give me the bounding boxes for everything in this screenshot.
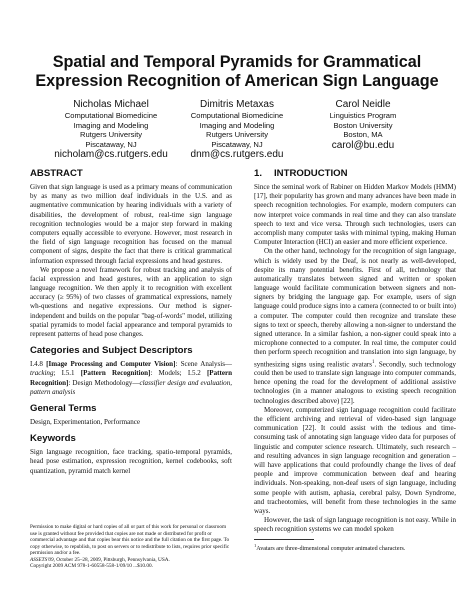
author-affiliation: Computational Biomedicine [190, 111, 284, 120]
author-name: Nicholas Michael [73, 99, 149, 110]
author-affiliation: Boston University [333, 120, 393, 130]
author-affiliation: Rutgers University [79, 130, 143, 140]
general-terms-heading: General Terms [30, 402, 97, 414]
intro-paragraph-2: On the other hand, technology for the recognition of sign language, which is widely used by the Deaf, is not nearly as well-developed, despite its many potential benefits. First of all, technology that automatically translates between signed and written or spoken language would facilitate communication between signers and non-signers by bridging the language gap. For example, users of sign language could produce signs into a camera (connected to or built into) a computer. The computer could then recognize and translate these signs to text or speech, thereby allowing a non-signer to understand the signed utterance. In a similar fashion, a non-signer could speak into a microphone connected to a computer. In real time, the computer could then perform speech recognition and translation into sign language, by synthesizing signs using realistic avatars$^1$. Secondly, such technology could then be used to translate sign language into computer commands, hence opening the road for the development of additional assistive technologies (in a manner analogous to existing speech recognition technologies described above) [22]. [254, 247, 456, 405]
keywords-text: Sign language recognition, face tracking, spatio-temporal pyramids, head pose estimation, expression recognition, kernel codebooks, soft quantization, pyramid match kernel [30, 448, 232, 475]
introduction-heading: 1. INTRODUCTION [254, 168, 348, 179]
permission-text: Permission to make digital or hard copies of all or part of this work for personal or classroom use is granted without fee provided that copies are not made or distributed for profit or commercial advantage and that copies bear this notice and the full citation on the first page. To copy otherwise, to republish, to post on servers or to redistribute to lists, requires prior specific permission and/or a fee. [30, 524, 230, 557]
author-location: Boston, MA [343, 130, 383, 140]
footnote-mark: 1 [371, 359, 375, 365]
author-email: nicholam@cs.rutgers.edu [54, 149, 168, 161]
keywords-heading: Keywords [30, 433, 76, 445]
copyright-line: Copyright 2009 ACM 978-1-60558-558-1/09/10 ...$10.00. [30, 563, 153, 570]
author-block-3 [288, 99, 438, 151]
paper-title [20, 53, 454, 90]
title-line-2: Expression Recognition of American Sign Language [35, 71, 439, 90]
footnote-rule [254, 539, 314, 540]
author-affiliation: Imaging and Modeling [73, 120, 149, 130]
footnote [254, 542, 456, 554]
author-name: Carol Neidle [335, 99, 391, 110]
general-terms-text: Design, Experimentation, Performance [30, 417, 140, 426]
abstract-heading: ABSTRACT [30, 168, 83, 179]
venue-line: ASSETS'09, October 25–28, 2009, Pittsburgh, Pennsylvania, USA. [30, 556, 170, 563]
right-column [254, 168, 456, 534]
abstract-paragraph-2: We propose a novel framework for robust tracking and analysis of facial expression and head gestures, with an application to sign language recognition. We then apply it to recognition with excellent accuracy (≥ 95%) of two classes of grammatical expressions, namely wh-questions and negative expressions. Our method is signer-independent and builds on the popular "bag-of-words" model, utilizing spatial pyramids to model facial appearance and temporal pyramids to represent patterns of head pose changes. [30, 265, 232, 338]
intro-paragraph-1: Since the seminal work of Rabiner on Hidden Markov Models (HMM) [17], their popularity has grown and many advances have been made in speech recognition technologies. For example, modern computers can now interpret voice commands in real time and they can also translate speech to text and vice versa. Through such technologies, users can accomplish many computer tasks with minimal typing, making Human Computer Interaction (HCI) an easier and more efficient experience. [254, 183, 456, 247]
permission-notice [30, 524, 232, 570]
title-line-1: Spatial and Temporal Pyramids for Grammatical [52, 53, 422, 71]
intro-paragraph-3: Moreover, computerized sign language recognition could facilitate the efficient archiving and retrieval of video-based sign language communication [22]. It could assist with the tedious and time-consuming task of annotating sign language video data for purposes of linguistic and computer science research. Ultimately, such research – and resulting advances in sign language recognition and generation – will have applications that could profoundly change the lives of deaf people and improve communication between deaf and hearing individuals. Non-speaking, non-deaf users of sign language, including some people with autism, aphasia, cerebral palsy, Down Syndrome, and tracheotomies, will benefit from these technologies in the same ways. [254, 405, 456, 515]
categories-heading: Categories and Subject Descriptors [30, 345, 193, 357]
footnote-text: Avatars are three-dimensional computer animated characters. [256, 546, 406, 553]
footnote-number: 1 [254, 543, 257, 548]
author-location: Piscataway, NJ [211, 139, 263, 149]
abstract-paragraph-1: Given that sign language is used as a primary means of communication by as many as two million deaf individuals in the U.S. and as augmentative communication by hearing individuals with a variety of disabilities, the development of robust, real-time sign language recognition technologies would be a major step forward in making computers equally accessible to everyone. However, most research in the field of sign language recognition has focused on the manual component of signs, despite the fact that there is critical grammatical information expressed through facial expressions and head gestures. [30, 183, 232, 265]
author-email: dnm@cs.rutgers.edu [190, 149, 284, 161]
author-email: carol@bu.edu [331, 139, 395, 151]
author-affiliation: Computational Biomedicine [64, 111, 158, 120]
intro-paragraph-4: However, the task of sign language recognition is not easy. While in speech recognition systems we can model spoken [254, 516, 456, 534]
author-location: Piscataway, NJ [85, 139, 137, 149]
author-affiliation: Linguistics Program [329, 111, 397, 120]
left-column [30, 168, 232, 476]
categories-text: I.4.8 [Image Processing and Computer Vision]: Scene Analysis—tracking; I.5.1 [Pattern Recognition]: Models; I.5.2 [Pattern Recognition]: Design Methodology—classifier design and evaluation, pattern analysis [30, 360, 232, 396]
author-affiliation: Imaging and Modeling [199, 120, 275, 130]
author-affiliation: Rutgers University [205, 130, 269, 140]
author-name: Dimitris Metaxas [200, 99, 274, 110]
